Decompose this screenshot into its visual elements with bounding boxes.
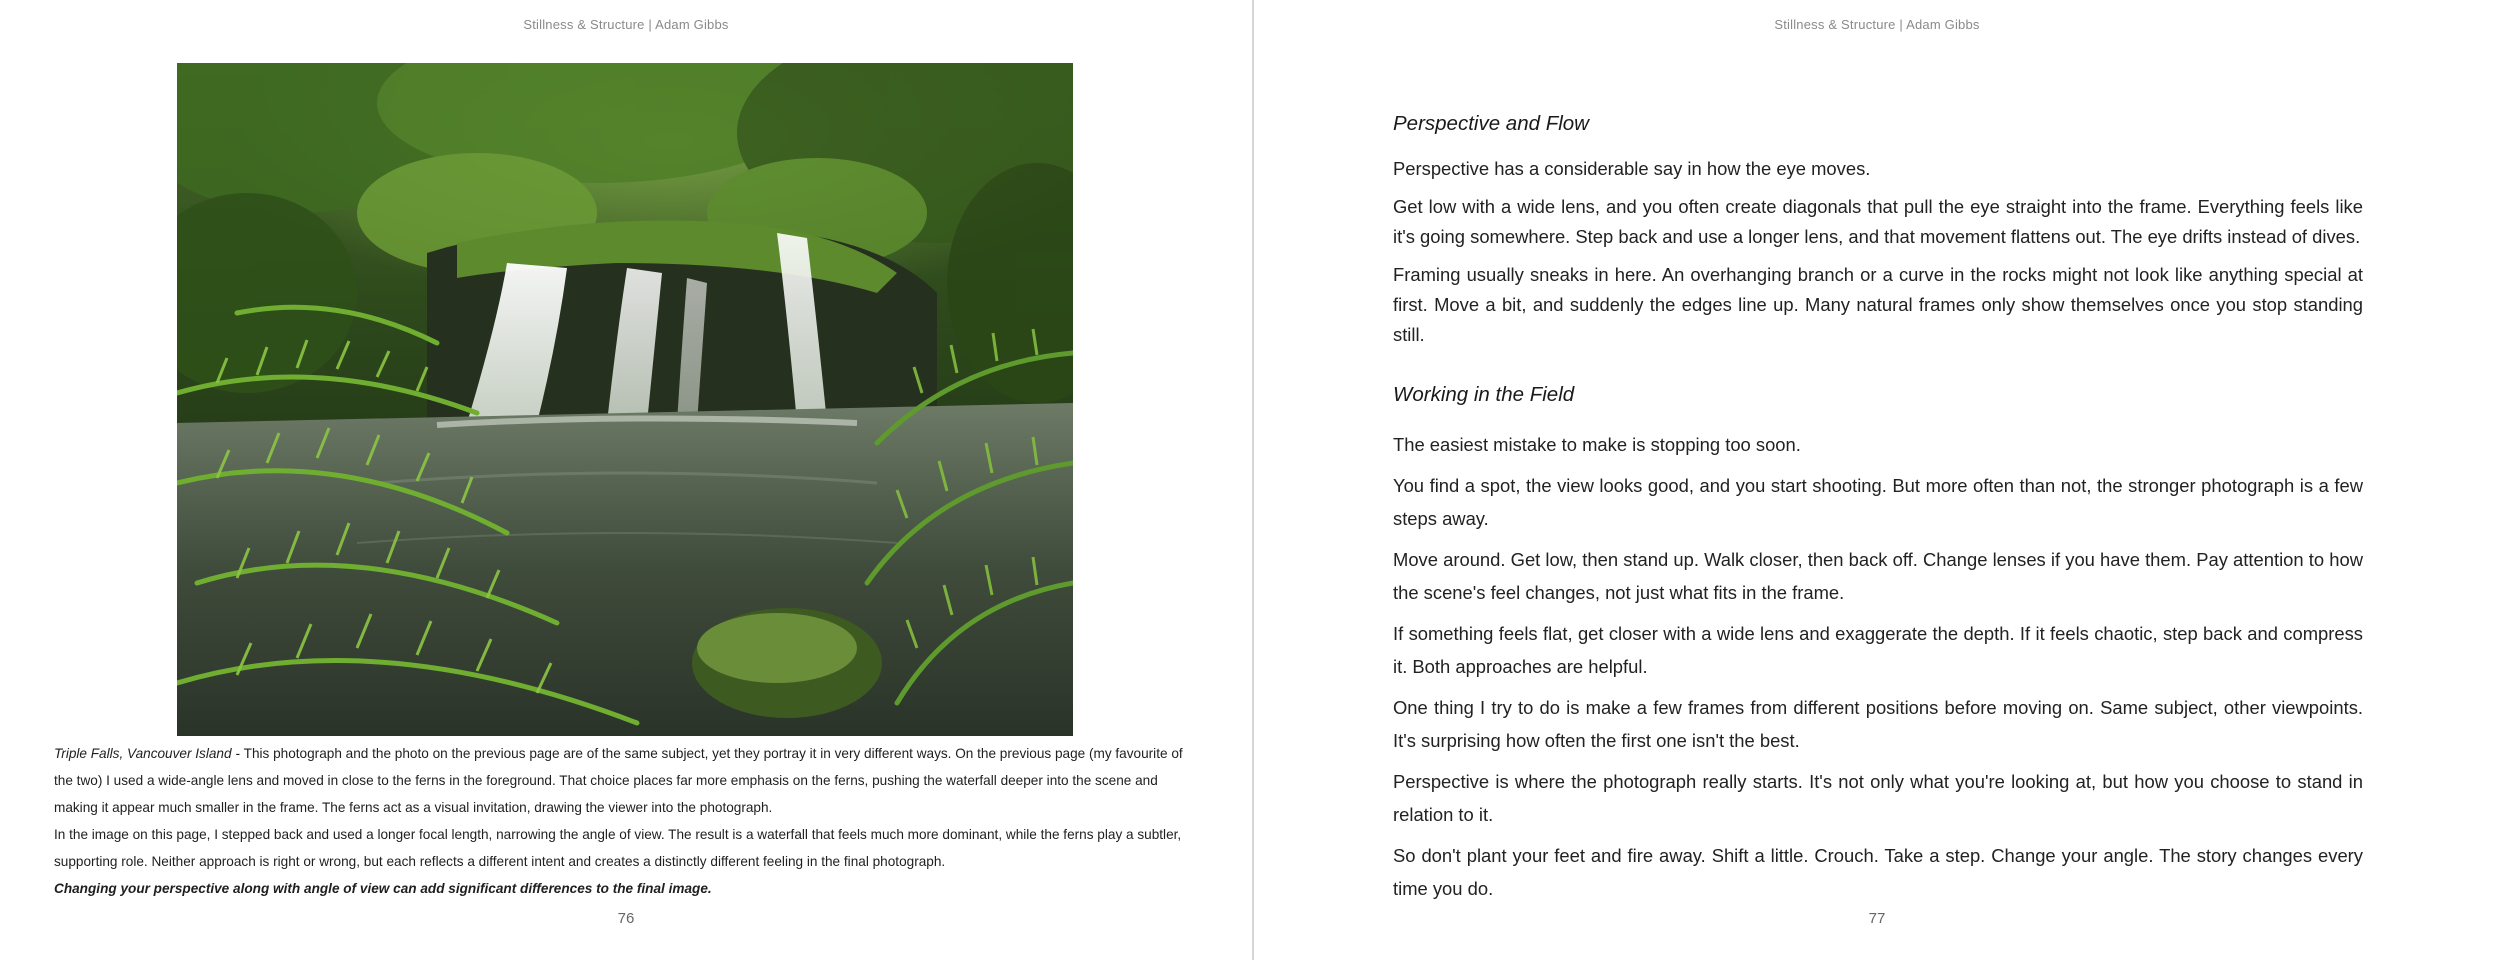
waterfall-photo-illustration (177, 63, 1073, 736)
caption-paragraph-2: In the image on this page, I stepped back and used a longer focal length, narrowing the angle of view. The result is a waterfall that feels much more dominant, while the ferns play a subtler, supporting role. Neither approach is right or wrong, but each reflects a different intent and creates a distinctly different feeling in the final photograph. (54, 827, 1182, 869)
caption-conclusion: Changing your perspective along with angle of view can add significant differences to the final image. (54, 881, 712, 896)
paragraph: If something feels flat, get closer with a wide lens and exaggerate the depth. If it feels chaotic, step back and compress it. Both approaches are helpful. (1393, 623, 2363, 677)
paragraph: So don't plant your feet and fire away. Shift a little. Crouch. Take a step. Change your angle. The story changes every time you do. (1393, 845, 2363, 899)
caption-text-1: This photograph and the photo on the previous page are of the same subject, yet they portray it in very different ways. On the previous page (my favourite of the two) I used a wide-angle lens and moved in close to the ferns in the foreground. That choice places far more emphasis on the ferns, pushing the waterfall deeper into the scene and making it appear much smaller in the frame. The ferns act as a visual invitation, drawing the viewer into the photograph. (54, 746, 1183, 815)
section-heading-perspective-flow: Perspective and Flow (1393, 112, 1589, 135)
paragraph: Get low with a wide lens, and you often create diagonals that pull the eye straight into the frame. Everything feels like it's going somewhere. Step back and use a longer lens, and that movement flattens out. The eye drifts instead of dives. (1393, 196, 2363, 247)
photo-caption (54, 740, 1204, 902)
paragraph: Framing usually sneaks in here. An overhanging branch or a curve in the rocks might not look like anything special at first. Move a bit, and suddenly the edges line up. Many natural frames only show themselves once you stop standing still. (1393, 264, 2363, 345)
running-head: Stillness & Structure | Adam Gibbs (1774, 17, 1980, 32)
caption-title: Triple Falls, Vancouver Island - (54, 746, 244, 761)
paragraph: The easiest mistake to make is stopping too soon. (1393, 434, 1801, 455)
page-number-left: 76 (617, 910, 635, 927)
right-page-body (1393, 112, 2363, 905)
running-head: Stillness & Structure | Adam Gibbs (523, 17, 729, 32)
waterfall-photo (177, 63, 1073, 736)
right-page (1254, 0, 2500, 960)
section-heading-working-field: Working in the Field (1393, 383, 1575, 406)
paragraph: Move around. Get low, then stand up. Walk closer, then back off. Change lenses if you have them. Pay attention to how the scene's feel changes, not just what fits in the frame. (1393, 549, 2363, 603)
paragraph: Perspective has a considerable say in how the eye moves. (1393, 158, 1871, 179)
paragraph: Perspective is where the photograph really starts. It's not only what you're looking at, but how you choose to stand in relation to it. (1393, 771, 2363, 825)
paragraph: One thing I try to do is make a few frames from different positions before moving on. Same subject, other viewpoints. It's surprising how often the first one isn't the best. (1393, 697, 2363, 751)
paragraph: You find a spot, the view looks good, and you start shooting. But more often than not, the stronger photograph is a few steps away. (1393, 475, 2363, 529)
page-number-right: 77 (1868, 910, 1886, 927)
caption-paragraph-1 (54, 740, 1204, 821)
